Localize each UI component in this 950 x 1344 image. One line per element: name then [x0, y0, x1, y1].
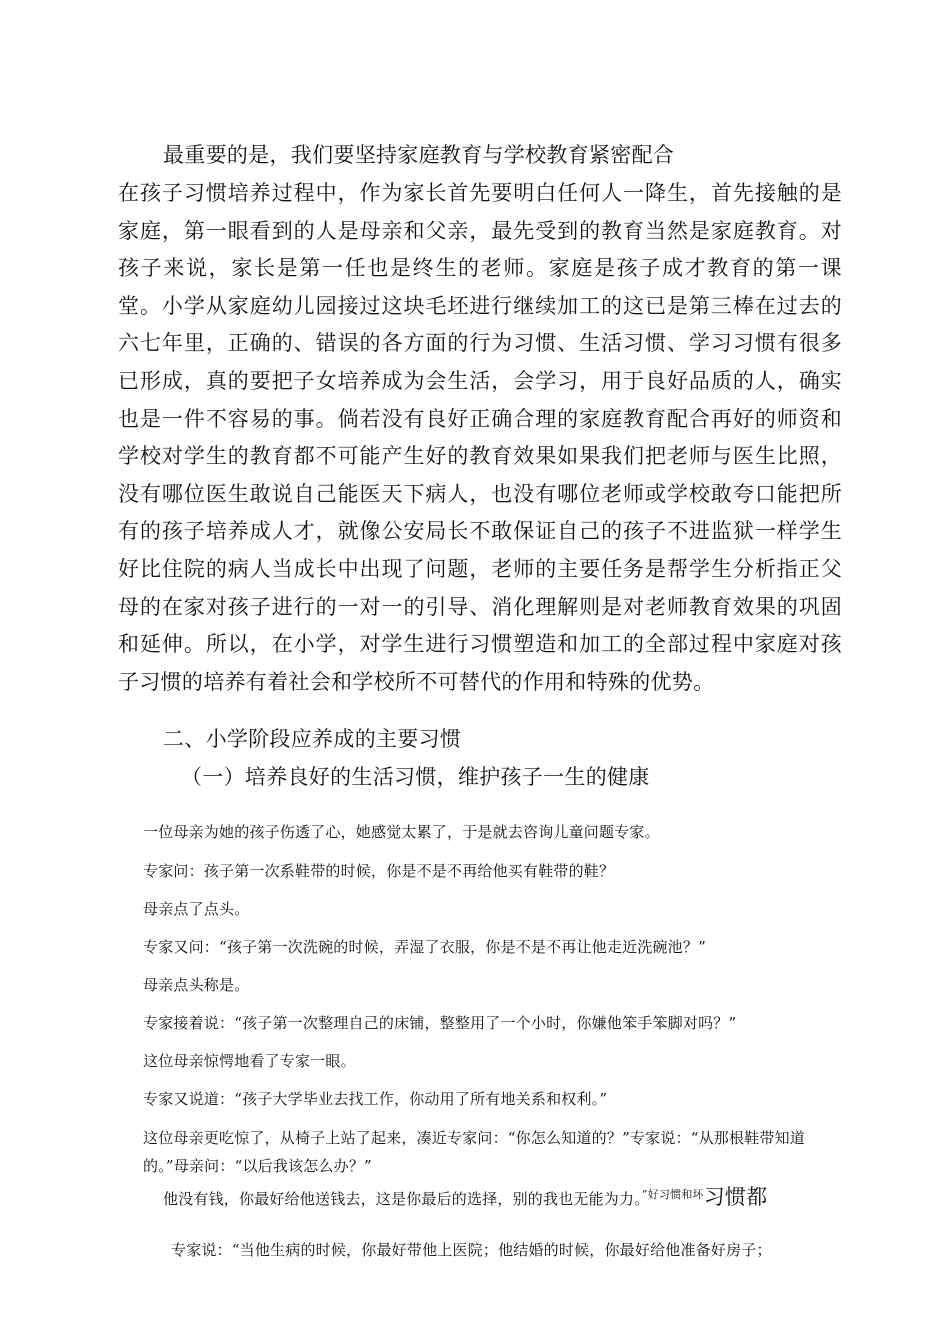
- dialogue-line-mixed: [163, 1185, 843, 1209]
- dialogue-line: 这位母亲更吃惊了，从椅子上站了起来，凑近专家问：“你怎么知道的？”专家说：“从那根鞋带知道的。”母亲问：“以后我该怎么办？”: [143, 1129, 806, 1175]
- paragraph-heading: 最重要的是，我们要坚持家庭教育与学校教育紧密配合: [163, 143, 675, 167]
- line-main-text: 他没有钱，你最好给他送钱去，这是你最后的选择，别的我也无能为力。: [163, 1190, 642, 1208]
- dialogue-line: 一位母亲为她的孩子伤透了心，她感觉太累了，于是就去咨询儿童问题专家。: [143, 823, 660, 841]
- line-tail-text: 习惯都: [703, 1185, 768, 1209]
- dialogue-line: 专家说：“当他生病的时候，你最好带他上医院；他结婚的时候，你最好给他准备好房子；: [171, 1241, 772, 1259]
- dialogue-line: 这位母亲惊愕地看了专家一眼。: [143, 1052, 356, 1070]
- dialogue-line: 母亲点了点头。: [143, 900, 250, 918]
- dialogue-line: 专家又说道：“孩子大学毕业去找工作，你动用了所有地关系和权利。”: [143, 1090, 608, 1108]
- line-superscript-text: ”好习惯和坏: [641, 1188, 704, 1201]
- dialogue-line: 专家接着说：“孩子第一次整理自己的床铺，整整用了一个小时，你嫌他笨手笨脚对吗？”: [143, 1014, 737, 1032]
- dialogue-line: 专家问：孩子第一次系鞋带的时候，你是不是不再给他买有鞋带的鞋？: [143, 862, 615, 880]
- dialogue-line: 专家又问：“孩子第一次洗碗的时候，弄湿了衣服，你是不是不再让他走近洗碗池？”: [143, 938, 706, 956]
- dialogue-line: 母亲点头称是。: [143, 976, 250, 994]
- subsection-title: （一）培养良好的生活习惯，维护孩子一生的健康: [181, 765, 650, 789]
- section-title: 二、小学阶段应养成的主要习惯: [163, 727, 462, 751]
- body-paragraph: 在孩子习惯培养过程中，作为家长首先要明白任何人一降生，首先接触的是家庭，第一眼看到的人是母亲和父亲，最先受到的教育当然是家庭教育。对孩子来说，家长是第一任也是终生的老师。家庭是孩子成才教育的第一课堂。小学从家庭幼儿园接过这块毛坯进行继续加工的这已是第三棒在过去的六七年里，正确的、错误的各方面的行为习惯、生活习惯、学习习惯有很多已形成，真的要把子女培养成为会生活，会学习，用于良好品质的人，确实也是一件不容易的事。倘若没有良好正确合理的家庭教育配合再好的师资和学校对学生的教育都不可能产生好的教育效果如果我们把老师与医生比照，没有哪位医生敢说自己能医天下病人，也没有哪位老师或学校敢夸口能把所有的孩子培养成人才，就像公安局长不敢保证自己的孩子不进监狱一样学生好比住院的病人当成长中出现了问题，老师的主要任务是帮学生分析指正父母的在家对孩子进行的一对一的引导、消化理解则是对老师教育效果的巩固和延伸。所以，在小学，对学生进行习惯塑造和加工的全部过程中家庭对孩子习惯的培养有着社会和学校所不可替代的作用和特殊的优势。: [118, 181, 842, 694]
